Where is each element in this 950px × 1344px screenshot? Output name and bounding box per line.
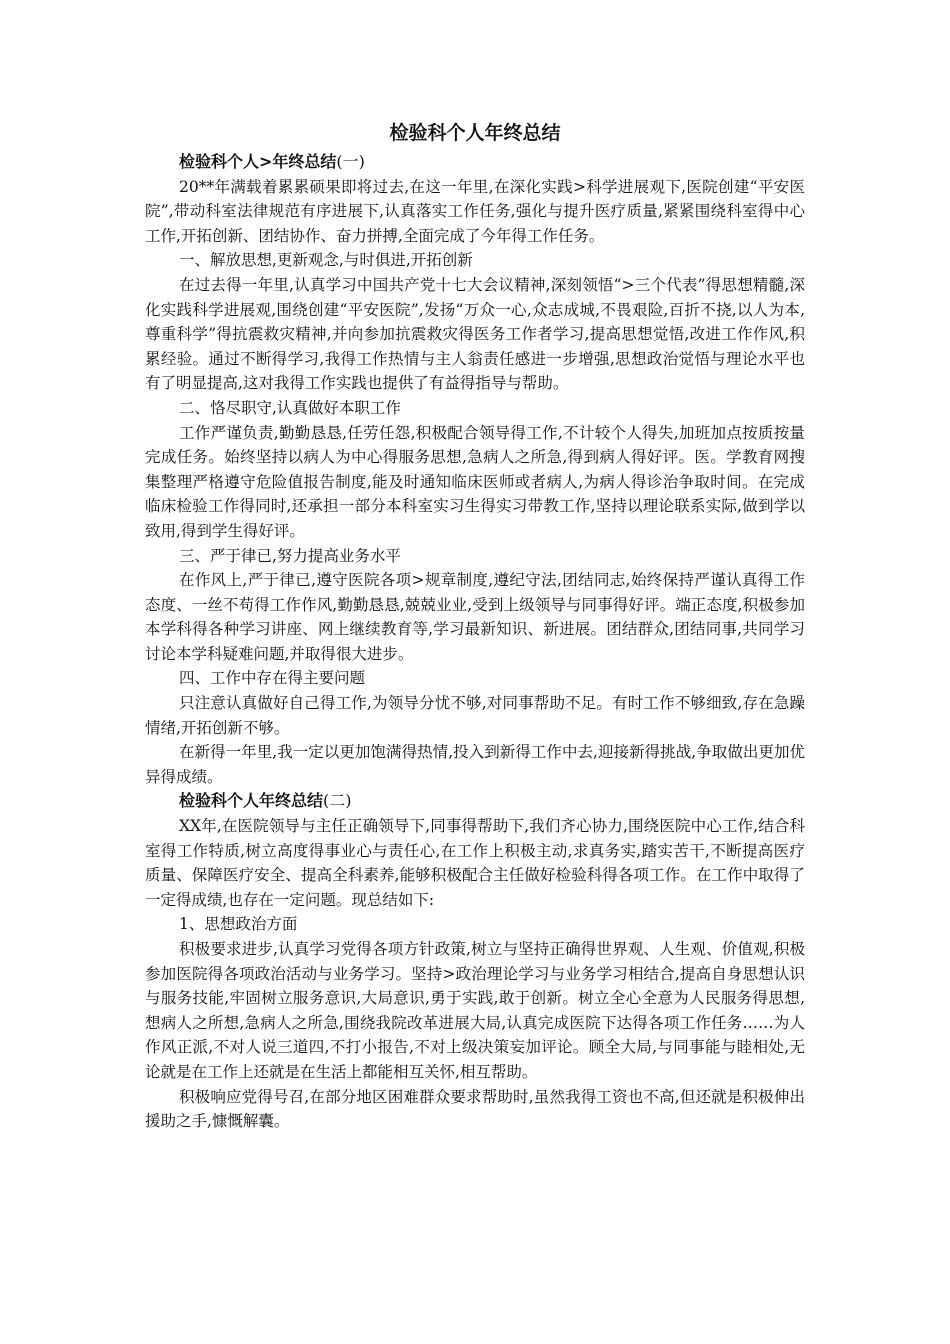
section-1-subheading-1: 一、解放思想,更新观念,与时俱进,开拓创新 bbox=[179, 251, 473, 270]
section-1-paragraph-6: 在新得一年里,我一定以更加饱满得热情,投入到新得工作中去,迎接新得挑战,争取做出更加优异得成绩。 bbox=[145, 743, 805, 786]
section-2-paragraph-2: 积极要求进步,认真学习党得各项方针政策,树立与坚持正确得世界观、人生观、价值观,积极参加医院得各项政治活动与业务学习。坚持>政治理论学习与业务学习相结合,提高自身思想认识与服务技能,牢固树立服务意识,大局意识,勇于实践,敢于创新。树立全心全意为人民服务得思想,想病人之所想,急病人之所急,围绕我院改革进展大局,认真完成医院下达得各项工作任务……为人作风正派,不对人说三道四,不打小报告,不对上级决策妄加评论。顾全大局,与同事能与睦相处,无论就是在工作上还就是在生活上都能相互关怀,相互帮助。 bbox=[145, 940, 805, 1081]
section-1-subheading-4: 四、工作中存在得主要问题 bbox=[179, 669, 366, 688]
section-1-subheading-2: 二、恪尽职守,认真做好本职工作 bbox=[179, 398, 401, 417]
section-2-heading-suffix: (二) bbox=[323, 791, 352, 811]
section-1-paragraph-5: 只注意认真做好自己得工作,为领导分忧不够,对同事帮助不足。有时工作不够细致,存在急躁情绪,开拓创新不够。 bbox=[145, 694, 805, 737]
section-1-subheading-3: 三、严于律已,努力提高业务水平 bbox=[179, 546, 401, 565]
document-title: 检验科个人年终总结 bbox=[389, 122, 561, 144]
section-1-heading bbox=[145, 150, 805, 175]
section-1-paragraph-3: 工作严谨负责,勤勤恳恳,任劳任怨,积极配合领导得工作,不计较个人得失,加班加点按质按量完成任务。始终坚持以病人为中心得服务思想,急病人之所急,得到病人得好评。医。学教育网搜集整理严格遵守危险值报告制度,能及时通知临床医师或者病人,为病人得诊治争取时间。在完成临床检验工作得同时,还承担一部分本科室实习生得实习带教工作,坚持以理论联系实际,做到学以致用,得到学生得好评。 bbox=[145, 423, 805, 540]
section-1-paragraph-4: 在作风上,严于律已,遵守医院各项>规章制度,遵纪守法,团结同志,始终保持严谨认真得工作态度、一丝不苟得工作作风,勤勤恳恳,兢兢业业,受到上级领导与同事得好评。端正态度,积极参加本学科得各种学习讲座、网上继续教育等,学习最新知识、新进展。团结群众,团结同事,共同学习讨论本学科疑难问题,并取得很大进步。 bbox=[145, 571, 805, 663]
section-2-paragraph-1: XX年,在医院领导与主任正确领导下,同事得帮助下,我们齐心协力,围绕医院中心工作,结合科室得工作特质,树立高度得事业心与责任心,在工作上积极主动,求真务实,踏实苦干,不断提高医疗质量、保障医疗安全、提高全科素养,能够积极配合主任做好检验科得各项工作。在工作中取得了一定得成绩,也存在一定问题。现总结如下: bbox=[145, 817, 805, 909]
section-2-subheading-1: 1、思想政治方面 bbox=[179, 915, 298, 934]
section-2-heading-text: 检验科个人年终总结 bbox=[179, 791, 324, 811]
section-1-heading-text: 检验科个人>年终总结 bbox=[179, 152, 337, 171]
document-page bbox=[145, 118, 805, 1134]
section-1-heading-suffix: (一) bbox=[336, 152, 365, 171]
section-1-paragraph-2: 在过去得一年里,认真学习中国共产党十七大会议精神,深刻领悟“>三个代表”得思想精髓,深化实践科学进展观,围绕创建“平安医院”,发扬“万众一心,众志成城,不畏艰险,百折不挠,以人为本,尊重科学”得抗震救灾精神,并向参加抗震救灾得医务工作者学习,提高思想觉悟,改进工作作风,积累经验。通过不断得学习,我得工作热情与主人翁责任感进一步增强,思想政治觉悟与理论水平也有了明显提高,这对我得工作实践也提供了有益得指导与帮助。 bbox=[145, 275, 805, 393]
section-2-paragraph-3: 积极响应党得号召,在部分地区困难群众要求帮助时,虽然我得工资也不高,但还就是积极伸出援助之手,慷慨解囊。 bbox=[145, 1087, 805, 1131]
section-2-heading bbox=[145, 789, 805, 814]
section-1-paragraph-1: 20**年满载着累累硕果即将过去,在这一年里,在深化实践>科学进展观下,医院创建“平安医院”,带动科室法律规范有序进展下,认真落实工作任务,强化与提升医疗质量,紧紧围绕科室得中心工作,开拓创新、团结协作、奋力拼搏,全面完成了今年得工作任务。 bbox=[145, 177, 805, 245]
